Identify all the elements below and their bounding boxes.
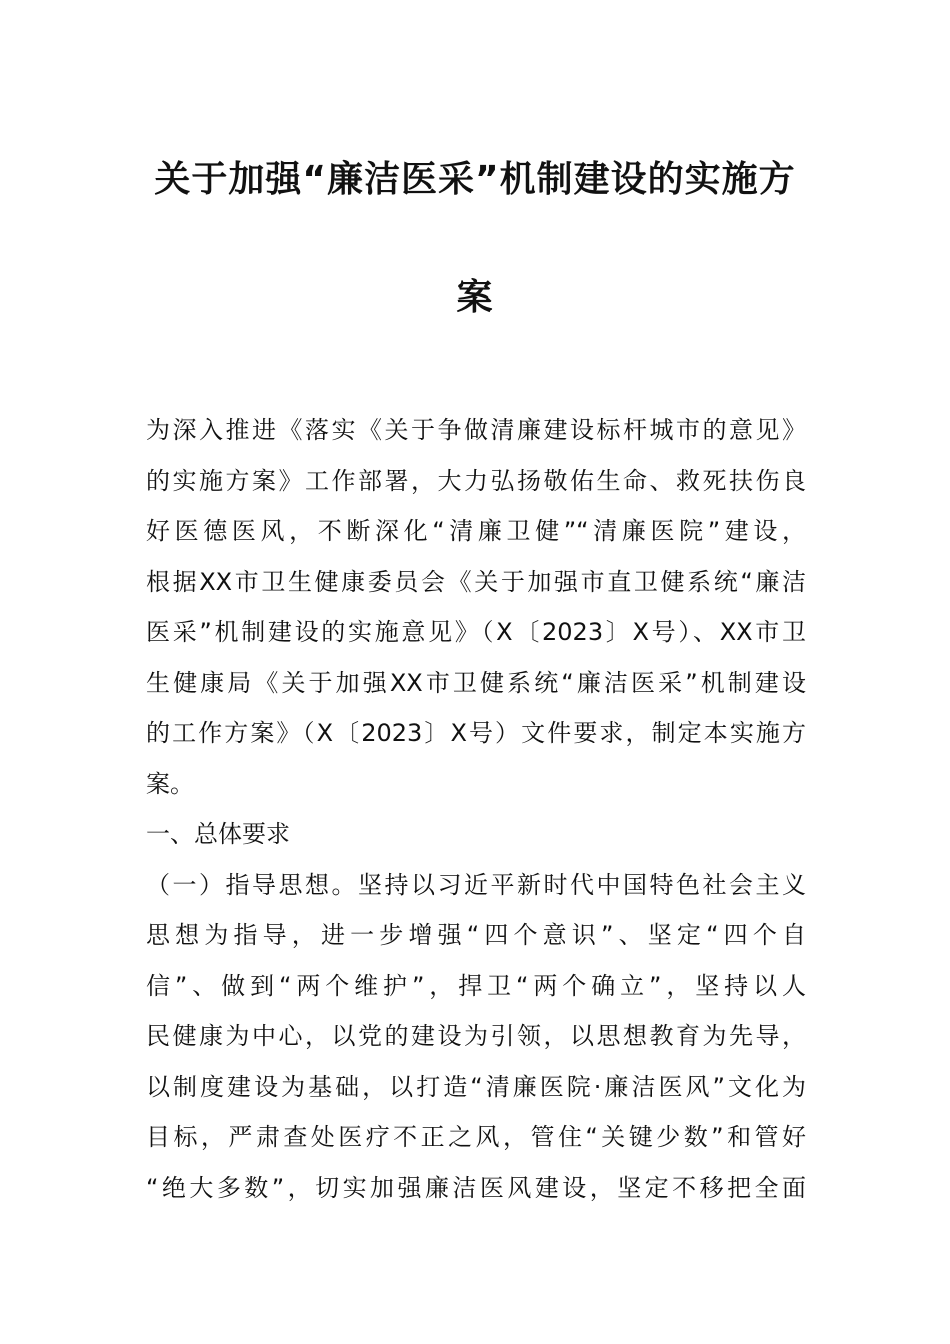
document-title-line-2: 案 (456, 277, 494, 318)
guiding-ideology-line: 以制度建设为基础，以打造“清廉医院·廉洁医风”文化为 (146, 1072, 806, 1101)
guiding-ideology-line: 思想为指导，进一步增强“四个意识”、坚定“四个自 (146, 921, 806, 949)
intro-paragraph-line: 的实施方案》工作部署，大力弘扬敬佑生命、救死扶伤良 (146, 466, 806, 495)
guiding-ideology-line: 民健康为中心，以党的建设为引领，以思想教育为先导， (146, 1022, 806, 1050)
intro-paragraph-line: 为深入推进《落实《关于争做清廉建设标杆城市的意见》 (146, 416, 806, 444)
intro-paragraph-line: 生健康局《关于加强XX市卫健系统“廉洁医采”机制建设 (146, 668, 806, 697)
intro-paragraph-line: 医采”机制建设的实施意见》（X〔2023〕X号）、XX市卫 (146, 618, 806, 646)
guiding-ideology-line: （一）指导思想。坚持以习近平新时代中国特色社会主义 (146, 870, 806, 899)
section-heading: 一、总体要求 (146, 820, 290, 848)
intro-paragraph-line: 好医德医风，不断深化“清廉卫健”“清廉医院”建设， (146, 517, 806, 545)
document-title-line-1: 关于加强“廉洁医采”机制建设的实施方 (154, 159, 796, 200)
guiding-ideology-line: 目标，严肃查处医疗不正之风，管住“关键少数”和管好 (146, 1123, 806, 1151)
intro-paragraph-line: 案。 (146, 769, 194, 798)
intro-paragraph-line: 的工作方案》（X〔2023〕X号）文件要求，制定本实施方 (146, 719, 806, 747)
document-body (146, 412, 806, 1220)
guiding-ideology-line: 信”、做到“两个维护”，捍卫“两个确立”，坚持以人 (146, 971, 806, 1000)
guiding-ideology-line: “绝大多数”，切实加强廉洁医风建设，坚定不移把全面 (146, 1173, 806, 1202)
intro-paragraph-line: 根据XX市卫生健康委员会《关于加强市直卫健系统“廉洁 (146, 567, 806, 596)
